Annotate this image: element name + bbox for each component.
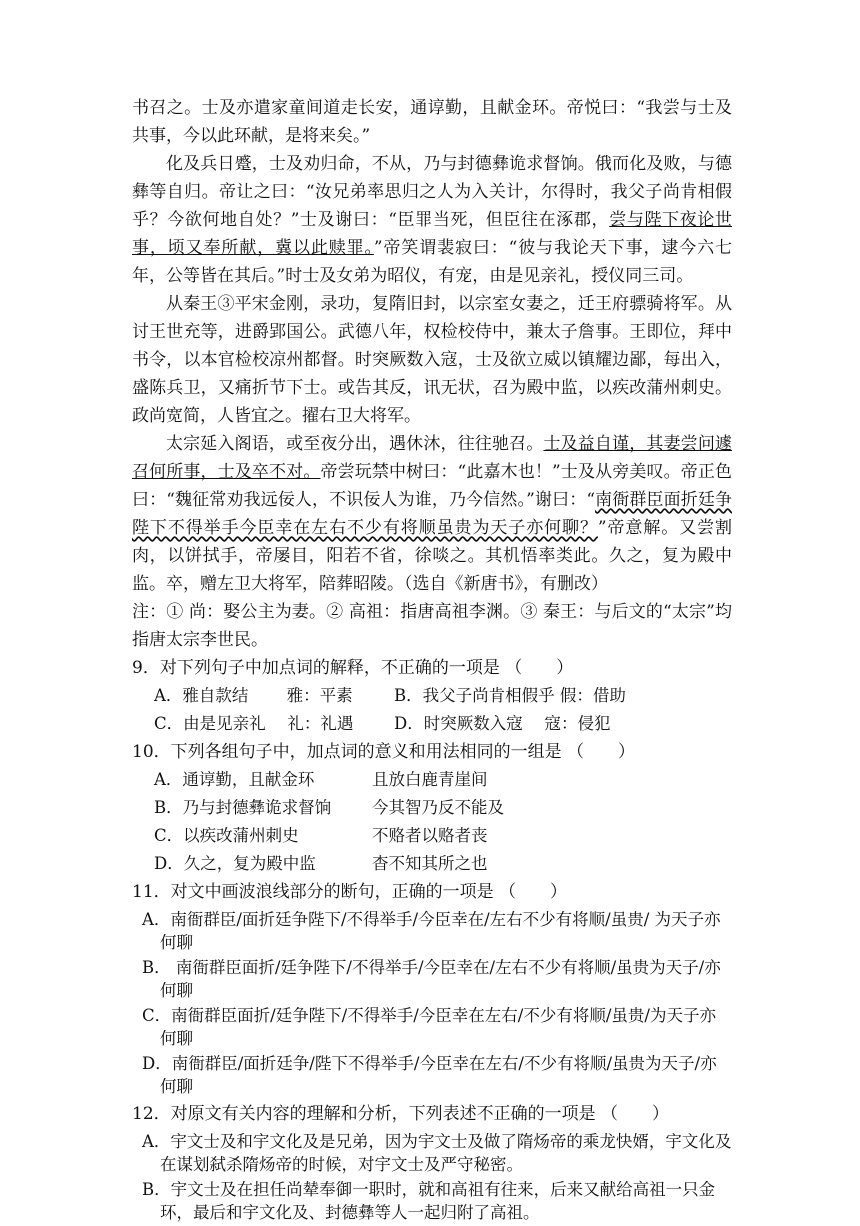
question-9-option-c: C．由是见亲礼 礼：礼遇 [154,714,354,733]
option-sentence-2: 且放白鹿青崖间 [372,770,488,789]
question-9-option-b: B．我父子尚肯相假乎 假：借助 [394,686,626,705]
question-10-option-d [132,850,732,878]
question-12-option-a: A．宇文士及和宇文化及是兄弟，因为宇文士及做了隋炀帝的乘龙快婿，宇文化及在谋划弑杀隋炀帝的时候，对宇文士及严守秘密。 [142,1132,732,1174]
passage-text: 化及兵日蹙，士及劝归命，不从，乃与封德彝诡求督饷。俄而化及败，与德彝等自归。帝让之曰：“汝兄弟率思归之人为入关计，尔得时，我父子尚肯相假乎？今欲何地自处？”士及谢曰：“臣罪当死，但臣往在涿郡， [132,154,732,230]
option-sentence-2: 不赂者以赂者丧 [372,826,488,845]
underlined-sentence-2: 士及益自谨，其妻尝问遽召何所事，士及卒不对。 [132,434,732,482]
passage-text: 帝尝玩禁中树曰：“此嘉木也！”士及从旁美叹。帝正色曰：“魏征常劝我远佞人，不识佞人为谁，乃今信然。”谢曰：“ [132,462,732,510]
passage-text: 太宗延入阁语，或至夜分出，遇休沐，往往驰召。 [166,434,544,454]
passage-text: ”帝意解。又尝割肉，以饼拭手，帝屡目，阳若不省，徐啖之。其机悟率类此。久之，复为殿中监。卒，赠左卫大将军，陪葬昭陵。（选自《新唐书》，有删改） [132,518,732,594]
question-9-option-d: D．时突厥数入寇 寇：侵犯 [394,714,611,733]
question-11-option-a: A．南衙群臣/面折廷争陛下/不得举手/今臣幸在/左右不少有将顺/虽贵/ 为天子亦何聊 [142,910,721,952]
option-sentence-1: C．以疾改蒲州刺史 [154,826,299,845]
passage-paragraph-2 [132,150,732,290]
question-9-row-1 [132,682,732,710]
option-sentence-1: D．久之，复为殿中监 [154,854,316,873]
question-10-option-a [132,766,732,794]
option-sentence-2: 今其智乃反不能及 [372,798,504,817]
option-sentence-1: B．乃与封德彝诡求督饷 [154,798,332,817]
underlined-sentence-1: 尝与陛下夜论世事，顷又奉所献，冀以此赎罪。 [132,210,733,258]
question-9-stem: 9．对下列句子中加点词的解释，不正确的一项是 （ ） [132,658,574,678]
question-10-option-c [132,822,732,850]
passage-paragraph-1: 书召之。士及亦遣家童间道走长安，通谆勤，且献金环。帝悦曰：“我尝与士及共事，今以此环献，是将来矣。” [132,98,732,146]
question-9-row-2 [132,710,732,738]
question-11-option-b: B． 南衙群臣面折/廷争陛下/不得举手/今臣幸在/左右不少有将顺/虽贵为天子/亦何聊 [142,958,721,1000]
question-10-option-b [132,794,732,822]
question-9-option-a: A．雅自款结 雅：平素 [154,686,353,705]
passage-paragraph-4 [132,430,732,598]
question-11-option-d: D．南衙群臣/面折廷争/陛下不得举手/今臣幸在左右/不少有将顺/虽贵为天子/亦何聊 [142,1054,717,1096]
passage-text: ”帝笑谓裴寂曰：“彼与我论天下事，逮今六七年，公等皆在其后。”时士及女弟为昭仪，有宠，由是见亲礼，授仪同三司。 [132,238,732,286]
option-sentence-1: A．通谆勤，且献金环 [154,770,315,789]
annotation-note: 注：① 尚：娶公主为妻。② 高祖：指唐高祖李渊。③ 秦王：与后文的“太宗”均指唐太宗李世民。 [132,602,732,650]
wavy-underlined-sentence: 南衙群臣面折廷争陛下不得举手今臣幸在左右不少有将顺虽贵为天子亦何聊？ [132,490,732,538]
document-page [132,94,732,1226]
question-11-option-c: C．南衙群臣面折/廷争陛下/不得举手/今臣幸在左右/不少有将顺/虽贵/为天子亦何聊 [142,1006,716,1048]
question-12-stem: 12．对原文有关内容的理解和分析，下列表述不正确的一项是 （ ） [132,1104,670,1124]
question-11-stem: 11．对文中画波浪线部分的断句，正确的一项是 （ ） [132,882,568,902]
question-10-stem: 10．下列各组句子中，加点词的意义和用法相同的一组是 （ ） [132,742,636,762]
passage-paragraph-3: 从秦王③平宋金刚，录功，复隋旧封，以宗室女妻之，迁王府骠骑将军。从讨王世充等，进爵郢国公。武德八年，权检校侍中，兼太子詹事。王即位，拜中书令，以本官检校凉州都督。时突厥数入寇，士及欲立威以镇耀边鄙，每出入，盛陈兵卫，又痛折节下士。或告其反，讯无状，召为殿中监，以疾改蒲州刺史。政尚宽简，人皆宜之。擢右卫大将军。 [132,294,732,426]
option-sentence-2: 杳不知其所之也 [372,854,488,873]
question-12-option-b: B．宇文士及在担任尚辇奉御一职时，就和高祖有往来，后来又献给高祖一只金环，最后和宇文化及、封德彝等人一起归附了高祖。 [142,1180,716,1222]
